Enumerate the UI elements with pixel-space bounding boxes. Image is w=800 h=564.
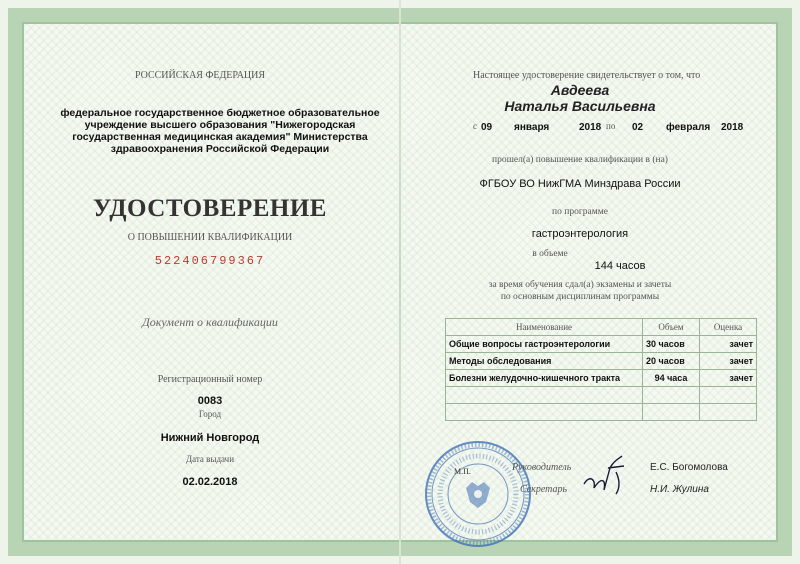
institution-line: государственная медицинская академия" Министерства [72, 131, 368, 143]
stamp-label: М.П. [454, 467, 471, 476]
head-name: Е.С. Богомолова [650, 462, 728, 473]
subject-grade [700, 404, 757, 421]
to-month: февраля [666, 122, 711, 133]
to-year: 2018 [721, 122, 744, 133]
city-label: Город [198, 409, 222, 419]
subject-grade: зачет [700, 353, 757, 370]
country-label: РОССИЙСКАЯ ФЕДЕРАЦИЯ [134, 70, 266, 81]
issue-date-value: 02.02.2018 [182, 476, 238, 488]
subject-hours: 94 часа [643, 370, 700, 387]
registration-number: 0083 [197, 395, 223, 407]
document-title: УДОСТОВЕРЕНИЕ [93, 195, 327, 222]
institution-line: учреждение высшего образования "Нижегородская [84, 119, 356, 131]
column-header: Наименование [446, 319, 643, 336]
document-kind: Документ о квалификации [142, 315, 278, 329]
registration-label: Регистрационный номер [157, 374, 263, 385]
page-fold [399, 0, 401, 564]
official-seal-icon [424, 440, 532, 548]
from-prefix: с [473, 121, 477, 131]
signature-icon [580, 450, 640, 500]
table-row [446, 336, 757, 353]
surname: Авдеева [550, 82, 610, 98]
city-value: Нижний Новгород [160, 432, 260, 444]
issue-date-label: Дата выдачи [185, 454, 235, 464]
secretary-name: Н.И. Жулина [650, 484, 709, 495]
organization: ФГБОУ ВО НижГМА Минздрава России [479, 178, 681, 190]
volume-label: в объеме [532, 249, 568, 259]
to-day: 02 [632, 122, 644, 133]
column-header: Объем [643, 319, 700, 336]
table-row [446, 387, 757, 404]
from-year: 2018 [579, 122, 602, 133]
passed-label: прошел(а) повышение квалификации в (на) [492, 155, 668, 165]
table-row [446, 353, 757, 370]
hours-value: 144 часов [594, 260, 646, 272]
program-name: гастроэнтерология [531, 228, 629, 240]
secretary-label: Секретарь [520, 484, 568, 495]
exams-text-2: по основным дисциплинам программы [500, 292, 660, 302]
institution-line: здравоохранения Российской Федерации [110, 143, 330, 155]
subject-name [446, 404, 643, 421]
subject-grade [700, 387, 757, 404]
subject-name [446, 387, 643, 404]
subject-name: Общие вопросы гастроэнтерологии [446, 336, 643, 353]
subjects-table [445, 318, 757, 421]
head-label: Руководитель [512, 462, 572, 473]
subject-hours: 20 часов [643, 353, 700, 370]
program-label: по программе [552, 207, 608, 217]
from-day: 09 [481, 122, 493, 133]
document-subtitle: О ПОВЫШЕНИИ КВАЛИФИКАЦИИ [127, 232, 293, 243]
subject-hours [643, 387, 700, 404]
table-row [446, 370, 757, 387]
full-name: Наталья Васильевна [504, 98, 656, 114]
subject-hours [643, 404, 700, 421]
serial-number: 522406799367 [154, 254, 266, 268]
subject-name: Методы обследования [446, 353, 643, 370]
table-row [446, 404, 757, 421]
exams-text-1: за время обучения сдал(а) экзамены и зачеты [488, 280, 672, 290]
subject-name: Болезни желудочно-кишечного тракта [446, 370, 643, 387]
column-header: Оценка [700, 319, 757, 336]
from-month: января [514, 122, 550, 133]
institution-line: федеральное государственное бюджетное образовательное [60, 107, 380, 119]
table-header-row [446, 319, 757, 336]
institution-name [60, 107, 380, 155]
subject-grade: зачет [700, 336, 757, 353]
certify-text: Настоящее удостоверение свидетельствует о том, что [473, 70, 701, 81]
subject-grade: зачет [700, 370, 757, 387]
to-prefix: по [606, 121, 616, 131]
subject-hours: 30 часов [643, 336, 700, 353]
